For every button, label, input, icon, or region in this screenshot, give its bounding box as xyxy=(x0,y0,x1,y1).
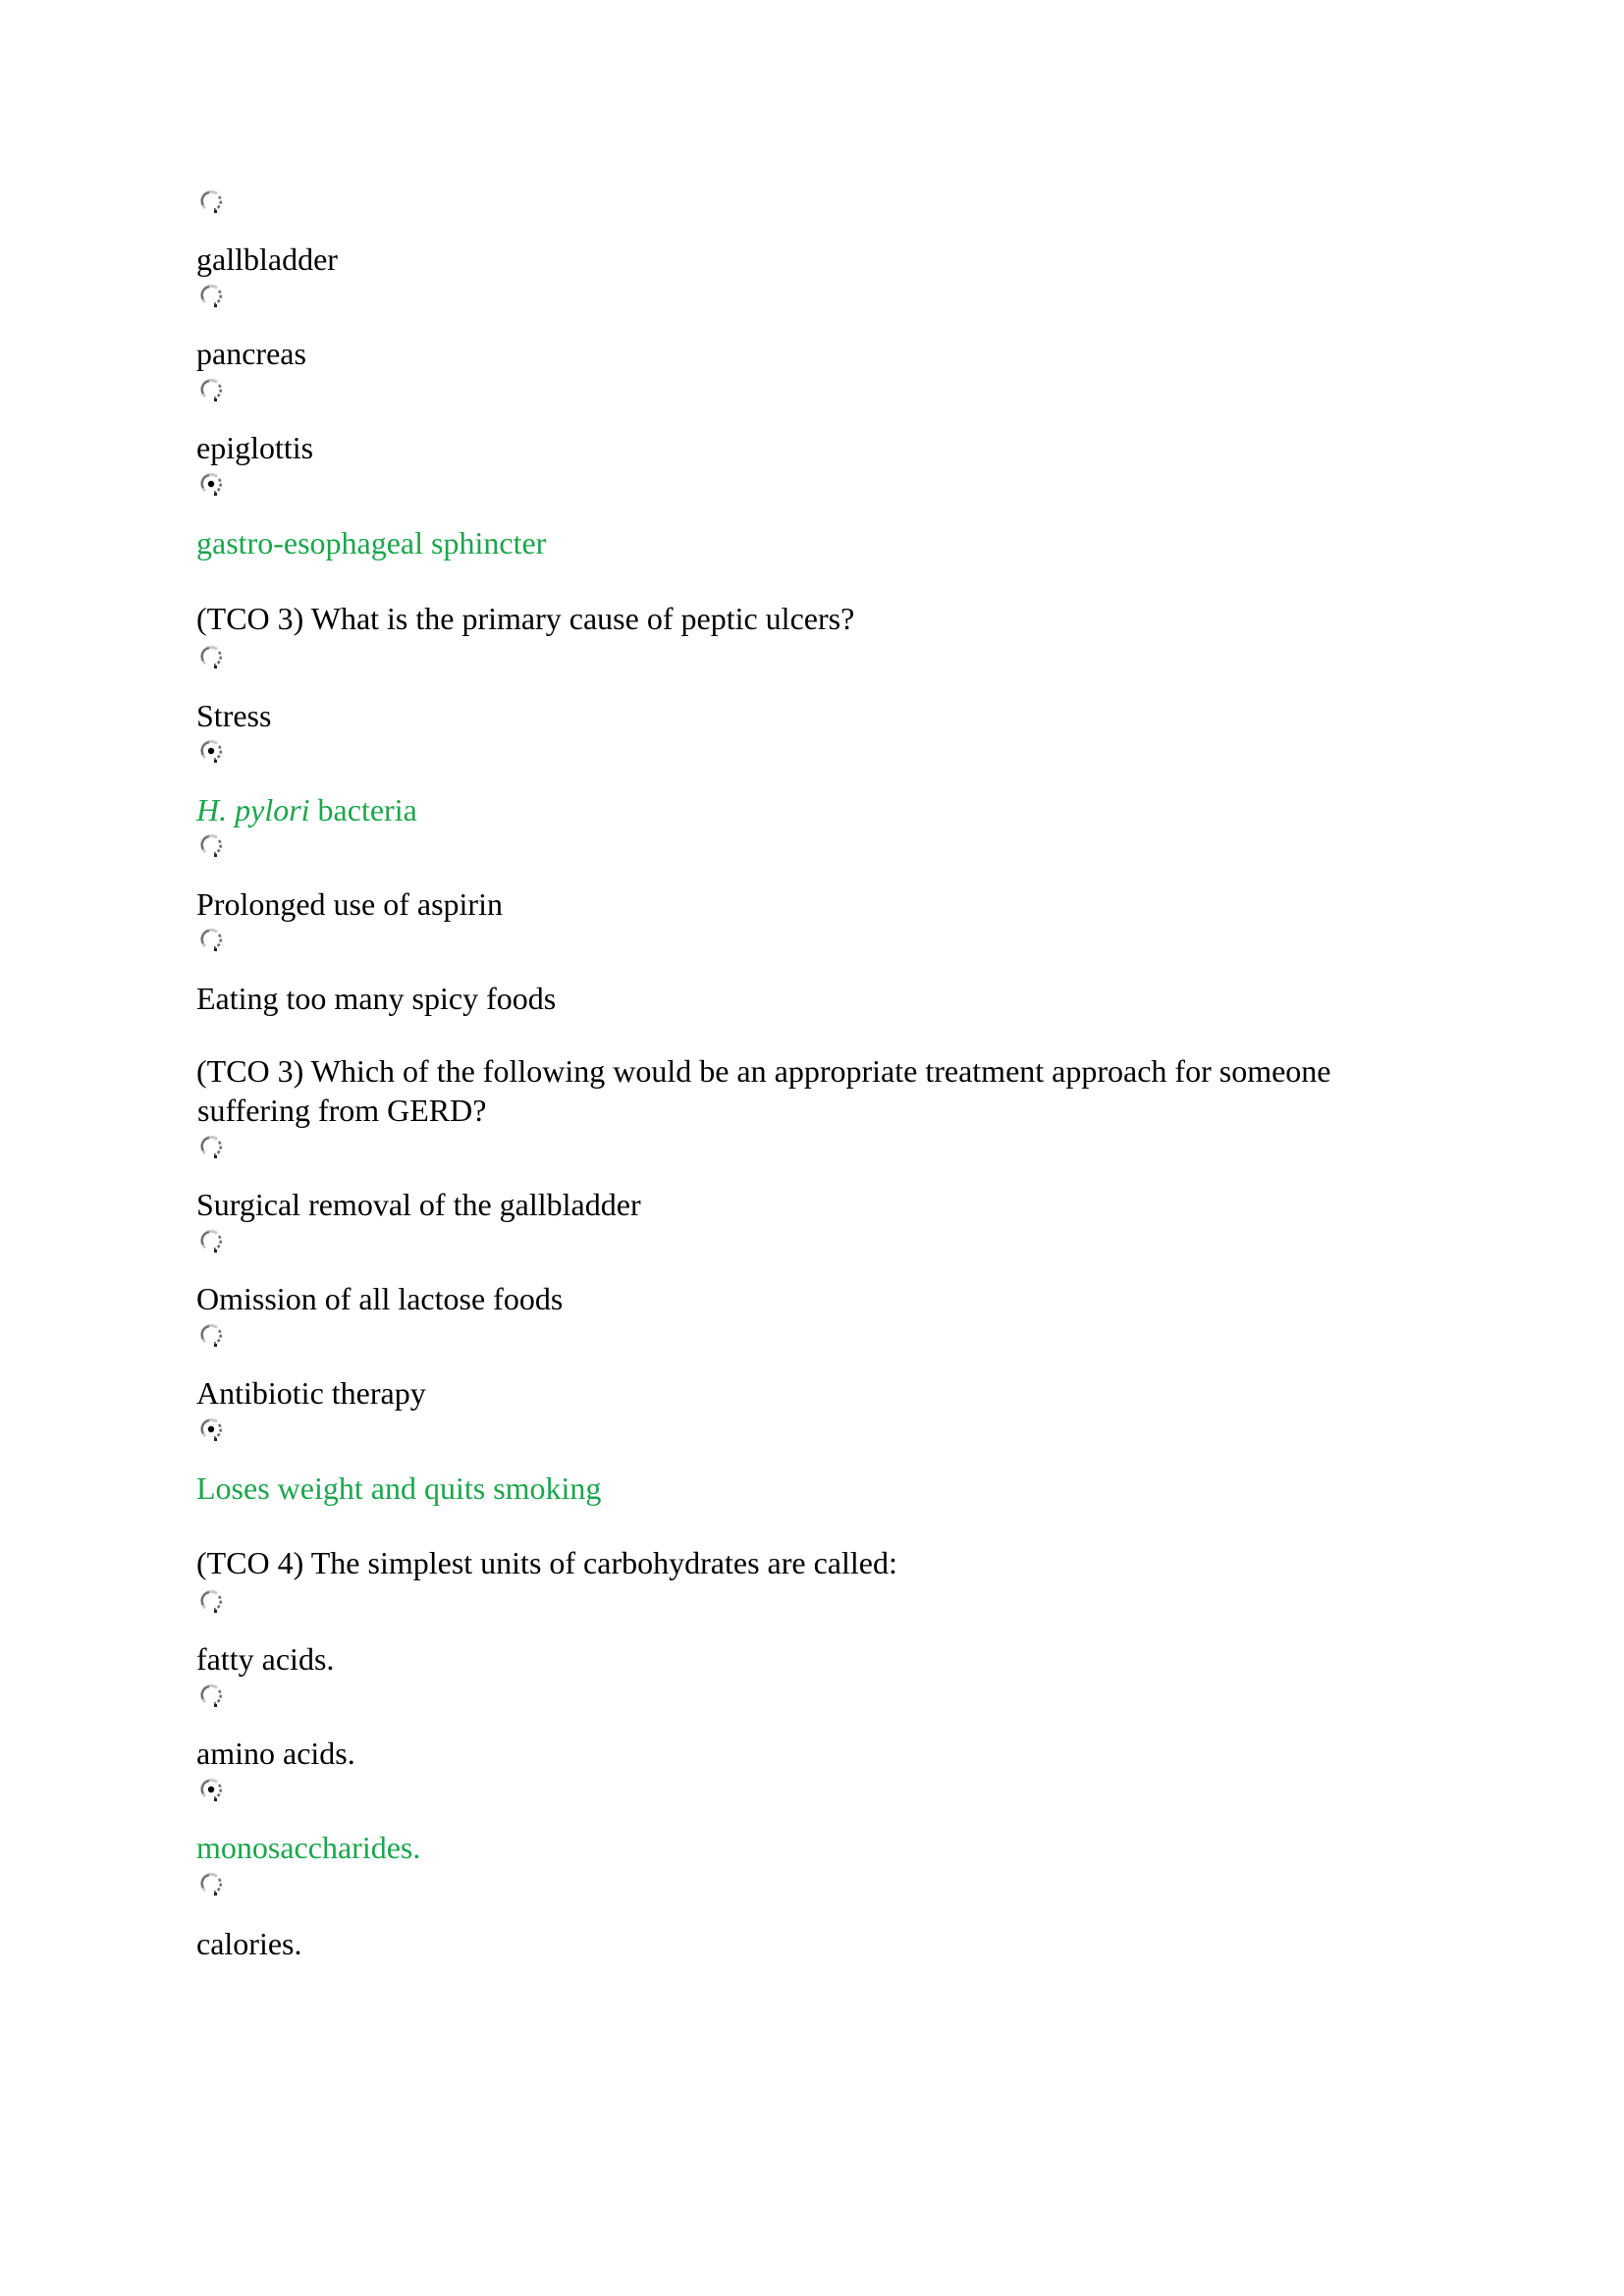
option-h-pylori-bacteria-correct xyxy=(196,790,417,829)
option-h-pylori-rest: bacteria xyxy=(309,792,417,828)
radio-button-icon[interactable] xyxy=(199,283,225,310)
option-h-pylori-italic: H. pylori xyxy=(196,792,310,828)
radio-button-icon[interactable] xyxy=(199,644,225,671)
option-epiglottis: epiglottis xyxy=(196,430,314,465)
radio-button-icon[interactable] xyxy=(199,377,225,404)
option-amino-acids: amino acids. xyxy=(196,1735,355,1771)
option-prolonged-aspirin: Prolonged use of aspirin xyxy=(196,886,503,922)
radio-button-icon[interactable] xyxy=(199,1322,225,1350)
option-stress: Stress xyxy=(196,698,272,733)
radio-button-icon[interactable] xyxy=(199,832,225,860)
radio-button-icon[interactable] xyxy=(199,1682,225,1710)
option-omission-lactose: Omission of all lactose foods xyxy=(196,1281,564,1316)
radio-button-icon[interactable] xyxy=(199,927,225,954)
question-gerd-line2: suffering from GERD? xyxy=(197,1093,487,1128)
radio-button-icon-selected[interactable] xyxy=(199,1416,225,1444)
radio-button-icon-selected[interactable] xyxy=(199,1777,225,1804)
option-monosaccharides-correct: monosaccharides. xyxy=(196,1830,421,1865)
radio-button-icon[interactable] xyxy=(199,1588,225,1616)
option-gallbladder: gallbladder xyxy=(196,241,338,277)
radio-button-icon[interactable] xyxy=(199,1228,225,1255)
option-antibiotic-therapy: Antibiotic therapy xyxy=(196,1375,426,1411)
option-spicy-foods: Eating too many spicy foods xyxy=(196,981,557,1016)
option-lose-weight-correct: Loses weight and quits smoking xyxy=(196,1470,602,1506)
option-pancreas: pancreas xyxy=(196,336,306,371)
radio-button-icon[interactable] xyxy=(199,188,225,216)
question-peptic-ulcers: (TCO 3) What is the primary cause of peptic ulcers? xyxy=(196,601,855,636)
radio-button-icon-selected[interactable] xyxy=(199,471,225,499)
option-calories: calories. xyxy=(196,1926,302,1961)
option-fatty-acids: fatty acids. xyxy=(196,1641,335,1677)
question-gerd-line1: (TCO 3) Which of the following would be an appropriate treatment approach for someone xyxy=(196,1053,1331,1089)
radio-button-icon-selected[interactable] xyxy=(199,738,225,766)
option-gastro-esophageal-sphincter-correct: gastro-esophageal sphincter xyxy=(196,525,547,561)
radio-button-icon[interactable] xyxy=(199,1134,225,1161)
question-carbohydrates: (TCO 4) The simplest units of carbohydrates are called: xyxy=(196,1545,897,1580)
radio-button-icon[interactable] xyxy=(199,1871,225,1898)
option-surgical-removal: Surgical removal of the gallbladder xyxy=(196,1187,641,1222)
